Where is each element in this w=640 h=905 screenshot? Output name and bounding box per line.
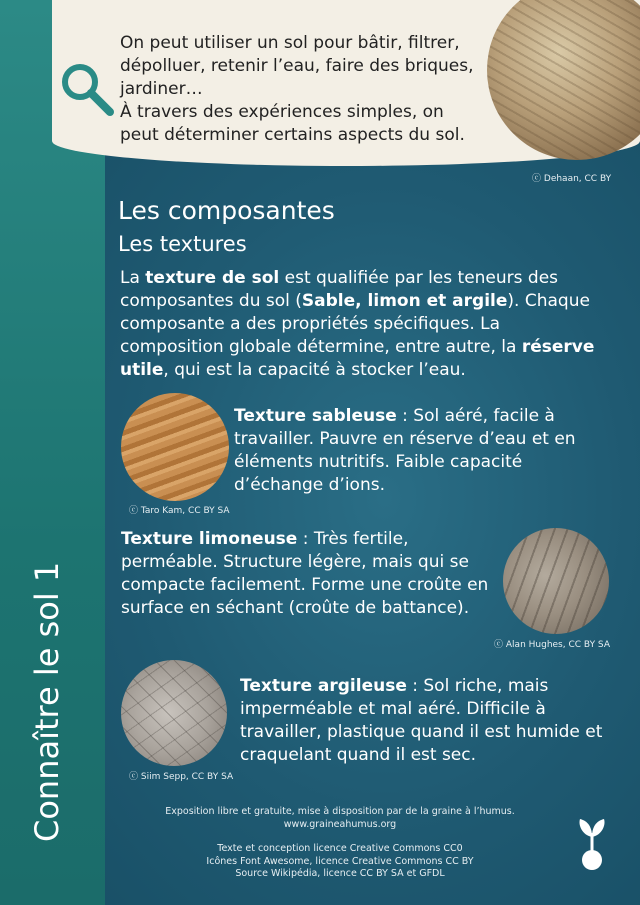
- intro-line: jardiner…: [120, 79, 203, 99]
- footer-credits: [130, 806, 550, 831]
- photo-credit: [129, 503, 230, 516]
- lead-text: ). Chaque composante a des propriétés spécifiques. La composition globale détermine, entre autre, la: [120, 291, 590, 357]
- credit-text: Alan Hughes, CC BY SA: [505, 640, 610, 650]
- texture-name: Texture limoneuse: [121, 529, 298, 549]
- footer-line: Source Wikipédia, licence CC BY SA et GFDL: [235, 868, 445, 879]
- texture-desc: : Sol riche, mais imperméable et mal aéré. Difficile à travailler, plastique quand il est humide et craquelant quand il est sec.: [240, 676, 603, 765]
- seedling-logo-icon: [574, 815, 610, 871]
- lead-text: est qualifiée par les teneurs des composantes du sol (: [120, 268, 559, 311]
- silt-photo: [503, 528, 609, 634]
- lead-bold: texture de sol: [145, 268, 280, 288]
- lead-bold: Sable, limon et argile: [301, 291, 508, 311]
- footer-line: Texte et conception licence Creative Commons CC0: [217, 843, 463, 854]
- intro-line: On peut utiliser un sol pour bâtir, filtrer,: [120, 33, 460, 53]
- footer-licenses: [130, 843, 550, 881]
- texture-sandy: [234, 405, 594, 497]
- clay-photo: [121, 660, 227, 766]
- section-subtitle: Les textures: [118, 232, 247, 256]
- credit-symbol: ⓒ: [129, 506, 139, 516]
- search-icon: [58, 60, 118, 120]
- credit-text: Taro Kam, CC BY SA: [140, 506, 230, 516]
- soil-photo: [487, 0, 640, 160]
- texture-name: Texture sableuse: [234, 406, 397, 426]
- footer-line: Icônes Font Awesome, licence Creative Commons CC BY: [206, 855, 474, 867]
- credit-text: Dehaan, CC BY: [543, 174, 612, 184]
- photo-credit: [494, 637, 610, 650]
- intro-line: À travers des expériences simples, on: [120, 102, 444, 122]
- lead-bold: réserve utile: [120, 337, 595, 380]
- credit-symbol: ⓒ: [494, 640, 504, 650]
- credit-symbol: ⓒ: [129, 772, 139, 782]
- credit-symbol: ⓒ: [532, 174, 542, 184]
- intro-line: dépolluer, retenir l’eau, faire des briques,: [120, 56, 474, 76]
- lead-text: , qui est la capacité à stocker l’eau.: [163, 360, 466, 380]
- texture-clay: [240, 675, 610, 767]
- sand-photo: [121, 393, 229, 501]
- lead-text: La: [120, 268, 146, 288]
- texture-desc: : Très fertile, perméable. Structure légère, mais qui se compacte facilement. Forme une croûte en surface en séchant (croûte de battance).: [121, 529, 489, 618]
- intro-line: peut déterminer certains aspects du sol.: [120, 125, 465, 145]
- texture-name: Texture argileuse: [240, 676, 407, 696]
- footer-line: Exposition libre et gratuite, mise à disposition par de la graine à l’humus.: [165, 806, 515, 817]
- texture-desc: : Sol aéré, facile à travailler. Pauvre en réserve d’eau et en éléments nutritifs. Faible capacité d’échange d’ions.: [234, 406, 576, 495]
- footer-link[interactable]: www.graineahumus.org: [283, 818, 397, 830]
- section-title: Les composantes: [118, 196, 335, 225]
- photo-credit: [129, 769, 233, 782]
- credit-text: Siim Sepp, CC BY SA: [140, 772, 234, 782]
- texture-silty: [121, 528, 501, 620]
- lead-paragraph: [120, 267, 600, 382]
- photo-credit: [532, 171, 611, 184]
- intro-text: [120, 32, 480, 147]
- side-title: Connaître le sol 1: [28, 561, 66, 842]
